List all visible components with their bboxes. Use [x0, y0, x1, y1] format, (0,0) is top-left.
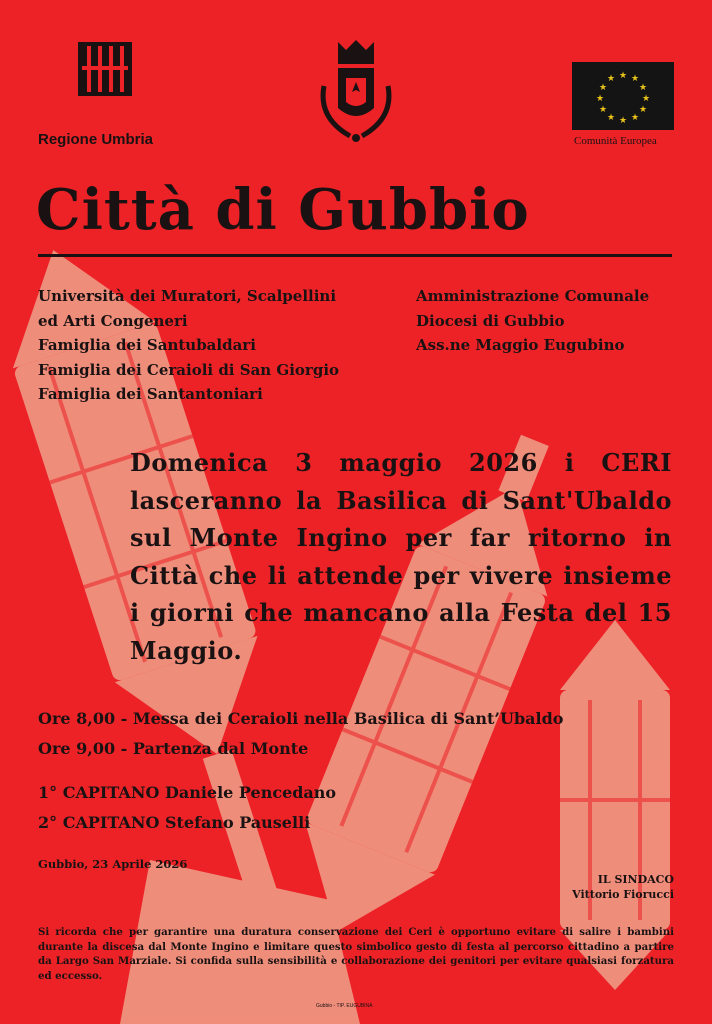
- signature-role: IL SINDACO: [597, 873, 674, 886]
- gubbio-crest-icon: [316, 38, 396, 150]
- schedule-item: Ore 8,00 - Messa dei Ceraioli nella Basilica di Sant’Ubaldo: [38, 709, 564, 728]
- schedule-item: Ore 9,00 - Partenza dal Monte: [38, 739, 309, 758]
- organizers-right-list: [416, 284, 696, 358]
- svg-text:★: ★: [638, 83, 648, 93]
- svg-text:★: ★: [595, 94, 605, 104]
- notice-text: Si ricorda che per garantire una duratura conservazione dei Ceri è opportuno evitare di salire i bambini durante la discesa dal Monte Ingino e limitare questo simbolico gesto di festa al percorso cittadino a partire da Largo San Marziale. Si confida sulla sensibilità e collaborazione dei genitori per evitare qualsiasi forzatura ed eccesso.: [38, 926, 674, 982]
- organizer-line: Ass.ne Maggio Eugubino: [416, 336, 625, 354]
- organizer-line: Diocesi di Gubbio: [416, 311, 565, 330]
- title-underline: [38, 254, 672, 257]
- svg-text:★: ★: [606, 113, 616, 123]
- signature-block: [520, 872, 674, 902]
- eu-caption: Comunità Europea: [574, 135, 657, 147]
- organizer-line: Famiglia dei Santantoniari: [38, 385, 263, 403]
- organizer-line: Università dei Muratori, Scalpellini: [38, 287, 337, 305]
- announcement-text: Domenica 3 maggio 2026 i CERI lasceranno la Basilica di Sant'Ubaldo sul Monte Ingino per far ritorno in Città che li attende per vivere insieme i giorni che mancano alla Festa del 15 Maggio.: [130, 448, 672, 665]
- signature-name: Vittorio Fiorucci: [572, 888, 674, 901]
- schedule-list: [38, 704, 678, 764]
- svg-text:★: ★: [638, 105, 648, 115]
- svg-text:★: ★: [598, 83, 608, 93]
- svg-text:★: ★: [641, 94, 651, 104]
- svg-text:★: ★: [630, 113, 640, 123]
- svg-text:★: ★: [598, 105, 608, 115]
- svg-text:★: ★: [606, 74, 616, 84]
- organizer-line: ed Arti Congeneri: [38, 311, 188, 330]
- captains-list: [38, 778, 458, 838]
- regione-umbria-caption: Regione Umbria: [38, 131, 154, 148]
- organizers-left-list: [38, 284, 398, 407]
- eu-flag-icon: [572, 62, 674, 130]
- organizer-line: Famiglia dei Ceraioli di San Giorgio: [38, 360, 340, 379]
- page-title: Città di Gubbio: [36, 177, 530, 243]
- captain-item: 1° CAPITANO Daniele Pencedano: [38, 783, 337, 802]
- date-line: Gubbio, 23 Aprile 2026: [38, 857, 188, 871]
- svg-text:★: ★: [618, 116, 628, 126]
- svg-text:★: ★: [630, 74, 640, 84]
- printer-footer: Gubbio - TIP. EUGUBINA: [316, 1003, 373, 1009]
- organizer-line: Famiglia dei Santubaldari: [38, 336, 256, 354]
- captain-item: 2° CAPITANO Stefano Pauselli: [38, 813, 311, 832]
- organizer-line: Amministrazione Comunale: [416, 287, 650, 305]
- regione-umbria-logo: [78, 42, 132, 96]
- svg-text:★: ★: [618, 71, 628, 81]
